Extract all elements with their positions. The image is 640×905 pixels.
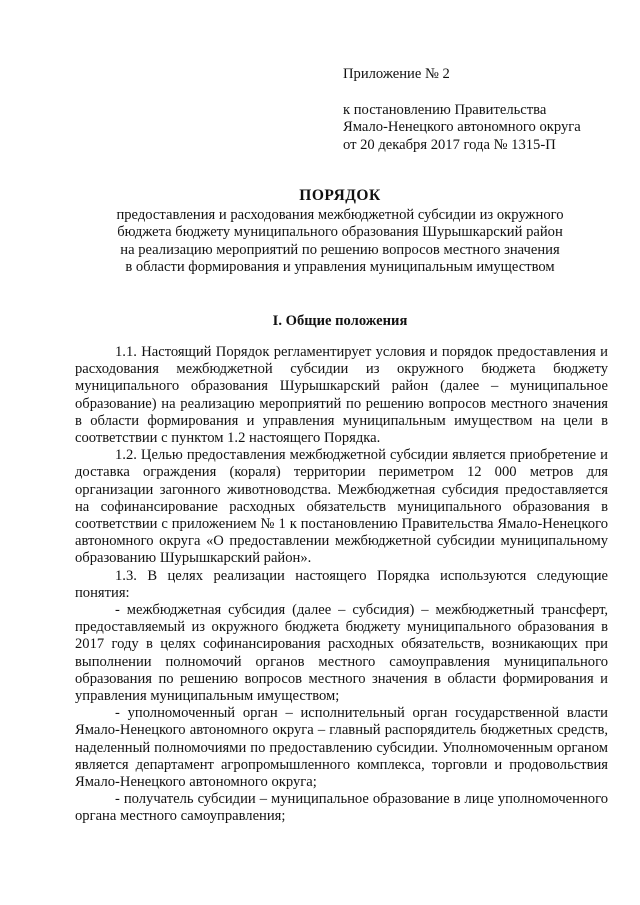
subtitle-line-3: на реализацию мероприятий по решению вопросов местного значения: [120, 241, 560, 258]
definition-subsidy: - межбюджетная субсидия (далее – субсидия) – межбюджетный трансферт, предоставляемый из окружного бюджета бюджету муниципального образования в 2017 году в целях софинансирования расходных обязательств, возникающих при выполнении полномочий органов местного самоуправления муниципального образования по решению вопросов местного значения в области формирования и управления муниципальным имуществом;: [75, 602, 608, 705]
definition-authorized-body: - уполномоченный орган – исполнительный орган государственной власти Ямало-Ненецкого автономного округа – главный распорядитель бюджетных средств, наделенный полномочиями по предоставлению субсидии. Уполномоченным органом является департамент агропромышленного комплекса, торговли и продовольствия Ямало-Ненецкого автономного округа;: [75, 705, 608, 791]
subtitle-line-2: бюджета бюджету муниципального образования Шурышкарский район: [117, 224, 563, 241]
document-title: ПОРЯДОК: [299, 187, 381, 204]
title-block: [60, 187, 620, 276]
paragraph-1-3: 1.3. В целях реализации настоящего Порядка используются следующие понятия:: [75, 567, 608, 601]
paragraph-1-2: 1.2. Целью предоставления межбюджетной субсидии является приобретение и доставка ограждения (кораля) территории периметром 12 000 метров для организации загонного животноводства. Межбюджетная субсидия предоставляется на софинансирование расходных обязательств муниципального образования в соответствии с приложением № 1 к постановлению Правительства Ямало-Ненецкого автономного округа «О предоставлении межбюджетной субсидии муниципальному образованию Шурышкарский район».: [75, 447, 608, 567]
definition-recipient: - получатель субсидии – муниципальное образование в лице уполномоченного органа местного самоуправления;: [75, 791, 608, 825]
appendix-line-3: от 20 декабря 2017 года № 1315-П: [343, 136, 556, 153]
document-subtitle: [60, 207, 620, 276]
appendix-number: Приложение № 2: [343, 66, 450, 82]
document-body: [75, 344, 608, 826]
paragraph-1-1: 1.1. Настоящий Порядок регламентирует условия и порядок предоставления и расходования межбюджетной субсидии из окружного бюджета бюджету муниципального образования Шурышкарский район (далее – муниципальное образование) на реализацию мероприятий по решению вопросов местного значения в области формирования и управления муниципальным имуществом на цели в соответствии с пунктом 1.2 настоящего Порядка.: [75, 344, 608, 447]
appendix-line-2: Ямало-Ненецкого автономного округа: [343, 119, 581, 136]
appendix-line-1: к постановлению Правительства: [343, 102, 547, 119]
subtitle-line-4: в области формирования и управления муниципальным имуществом: [125, 258, 555, 275]
subtitle-line-1: предоставления и расходования межбюджетной субсидии из окружного: [116, 207, 564, 224]
section-heading: I. Общие положения: [272, 313, 408, 329]
appendix-header: [343, 66, 603, 154]
